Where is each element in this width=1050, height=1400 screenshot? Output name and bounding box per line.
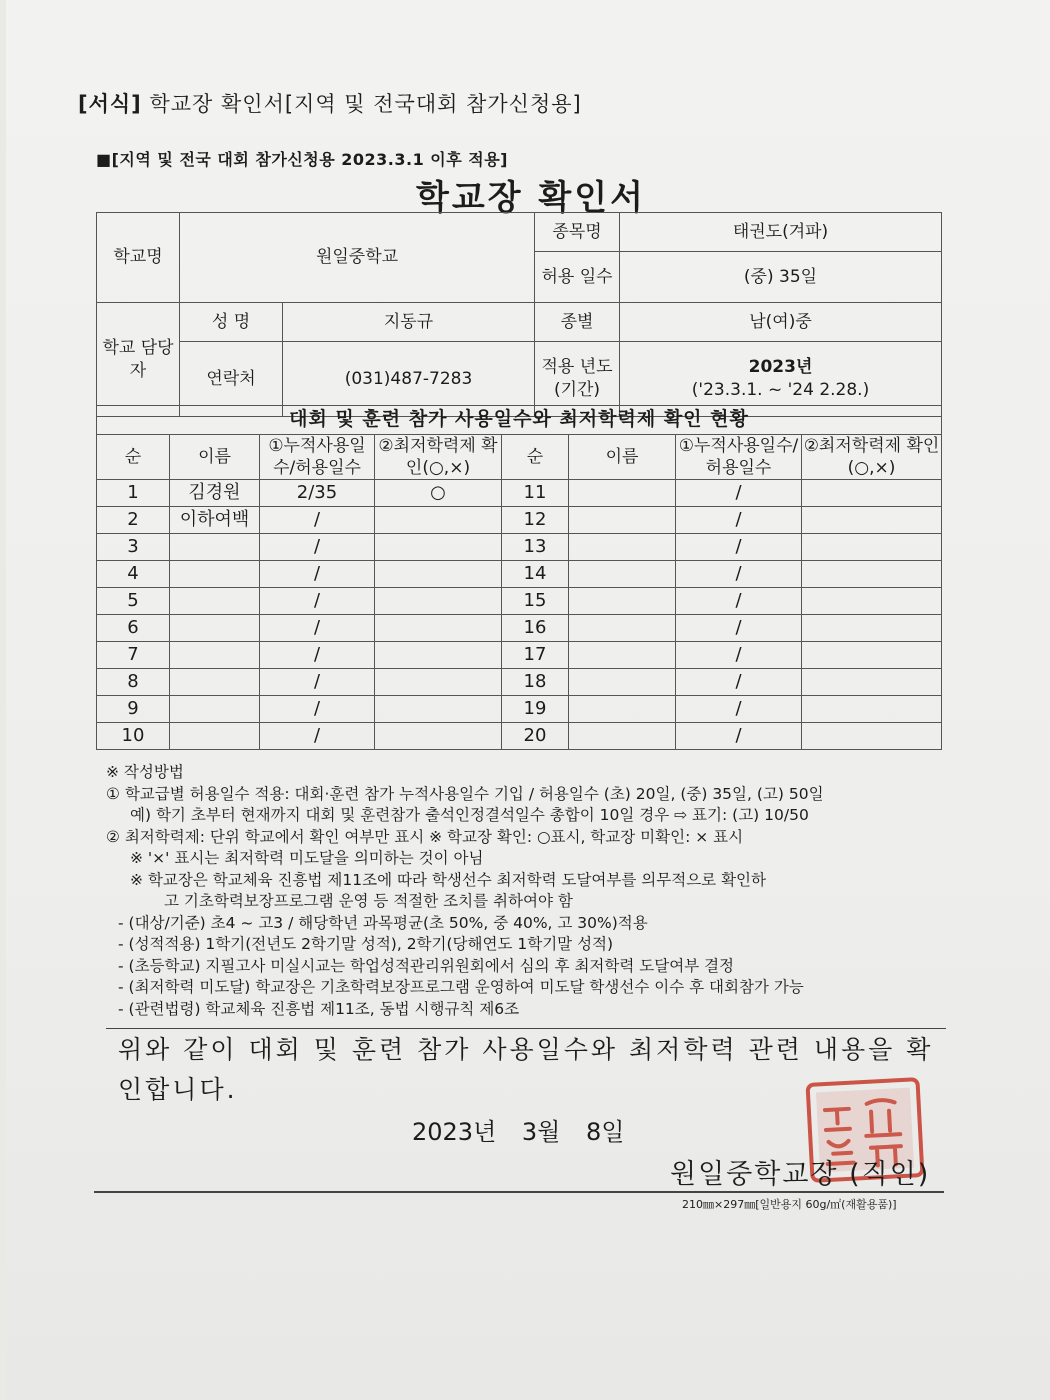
notes-heading: ※ 작성방법 xyxy=(106,763,184,781)
sport-label: 종목명 xyxy=(535,213,620,252)
col-days: ①누적사용일수/허용일수 xyxy=(260,435,375,480)
name-value: 지동규 xyxy=(283,303,535,342)
note-2a: ※ '×' 표시는 최저학력 미도달을 의미하는 것이 아님 xyxy=(130,849,484,867)
row-days: / xyxy=(260,534,375,561)
row-days: / xyxy=(676,480,802,507)
instructions xyxy=(106,762,824,1020)
note-2b-line1: ※ 학교장은 학교체육 진흥법 제11조에 따라 학생선수 최저학력 도달여부를 의무적으로 확인하 xyxy=(130,870,766,889)
principal-signature: 원일중학교장 (직인) xyxy=(670,1159,931,1190)
document-page xyxy=(6,0,1050,1400)
period-year: 2023년 xyxy=(748,357,813,378)
row-min xyxy=(802,561,942,588)
row-min xyxy=(802,507,942,534)
row-no: 3 xyxy=(97,534,170,561)
row-min xyxy=(375,669,502,696)
row-no: 16 xyxy=(502,615,569,642)
allowed-days-label: 허용 일수 xyxy=(535,252,620,303)
confirmation-text: 위와 같이 대회 및 훈련 참가 사용일수와 최저학력 관련 내용을 확인합니다. xyxy=(118,1035,934,1104)
col-name: 이름 xyxy=(569,435,676,480)
col-min: ②최저학력제 확인(○,×) xyxy=(802,435,942,480)
divider xyxy=(106,1028,946,1029)
form-label: [서식] 학교장 확인서[지역 및 전국대회 참가신청용] xyxy=(78,92,582,116)
row-no: 7 xyxy=(97,642,170,669)
row-no: 20 xyxy=(502,723,569,750)
row-min xyxy=(375,534,502,561)
row-name xyxy=(170,534,260,561)
document-title: 학교장 확인서 xyxy=(416,178,646,218)
table-row xyxy=(97,615,942,642)
row-name: 김경원 xyxy=(170,480,260,507)
table-row xyxy=(97,480,942,507)
row-no: 8 xyxy=(97,669,170,696)
row-name xyxy=(569,561,676,588)
row-name xyxy=(170,642,260,669)
row-no: 15 xyxy=(502,588,569,615)
table-row xyxy=(97,669,942,696)
issue-date: 2023년 3월 8일 xyxy=(412,1118,625,1146)
row-days: / xyxy=(676,534,802,561)
row-name xyxy=(569,480,676,507)
school-name-label: 학교명 xyxy=(97,213,180,303)
row-no: 13 xyxy=(502,534,569,561)
row-days: / xyxy=(676,669,802,696)
row-no: 6 xyxy=(97,615,170,642)
row-days: / xyxy=(676,696,802,723)
row-days: / xyxy=(676,588,802,615)
row-name xyxy=(569,642,676,669)
sport-value: 태권도(겨파) xyxy=(620,213,942,252)
col-min: ②최저학력제 확인(○,×) xyxy=(375,435,502,480)
row-days: / xyxy=(260,615,375,642)
table-row xyxy=(97,642,942,669)
row-name xyxy=(569,615,676,642)
row-no: 18 xyxy=(502,669,569,696)
row-days: / xyxy=(676,561,802,588)
table-row xyxy=(97,696,942,723)
section-title: 대회 및 훈련 참가 사용일수와 최저학력제 확인 현황 xyxy=(97,406,942,435)
school-info-table xyxy=(96,212,942,417)
school-name-value: 원일중학교 xyxy=(180,213,535,303)
row-min xyxy=(802,669,942,696)
note-2b-line2: 고 기초학력보장프로그램 운영 등 적절한 조치를 취하여야 함 xyxy=(164,892,573,910)
row-days: / xyxy=(676,642,802,669)
bottom-rule xyxy=(94,1191,944,1193)
row-name xyxy=(569,534,676,561)
table-row xyxy=(97,561,942,588)
row-name xyxy=(569,588,676,615)
row-days: / xyxy=(260,642,375,669)
row-name xyxy=(569,669,676,696)
participation-status-table xyxy=(96,405,942,750)
row-min xyxy=(802,642,942,669)
row-no: 4 xyxy=(97,561,170,588)
row-no: 2 xyxy=(97,507,170,534)
note-grades: - (성적적용) 1학기(전년도 2학기말 성적), 2학기(당해연도 1학기말 성적) xyxy=(118,935,614,953)
row-min xyxy=(375,507,502,534)
form-subtitle: ■[지역 및 전국 대회 참가신청용 2023.3.1 이후 적용] xyxy=(96,150,508,169)
note-1-example: 예) 학기 초부터 현재까지 대회 및 훈련참가 출석인정결석일수 총합이 10일 경우 ⇨ 표기: (고) 10/50 xyxy=(130,806,809,824)
col-days: ①누적사용일수/허용일수 xyxy=(676,435,802,480)
row-name: 이하여백 xyxy=(170,507,260,534)
row-days: / xyxy=(260,696,375,723)
allowed-days-value: (중) 35일 xyxy=(620,252,942,303)
row-days: 2/35 xyxy=(260,480,375,507)
gender-value: 남(여)중 xyxy=(620,303,942,342)
name-label: 성 명 xyxy=(180,303,283,342)
row-days: / xyxy=(260,561,375,588)
period-range: ('23.3.1. ~ '24 2.28.) xyxy=(691,380,870,400)
note-target: - (대상/기준) 초4 ~ 고3 / 해당학년 과목평균(초 50%, 중 40%, 고 30%)적용 xyxy=(118,913,648,932)
row-no: 11 xyxy=(502,480,569,507)
table-row xyxy=(97,723,942,750)
note-1: ① 학교급별 허용일수 적용: 대회·훈련 참가 누적사용일수 기입 / 허용일수 (초) 20일, (중) 35일, (고) 50일 xyxy=(106,784,824,803)
row-min xyxy=(375,723,502,750)
row-no: 5 xyxy=(97,588,170,615)
row-min xyxy=(375,696,502,723)
row-name xyxy=(170,723,260,750)
row-name xyxy=(170,561,260,588)
row-name xyxy=(569,696,676,723)
row-days: / xyxy=(260,507,375,534)
row-min xyxy=(802,696,942,723)
row-no: 12 xyxy=(502,507,569,534)
table-row xyxy=(97,507,942,534)
contact-label: 연락처 xyxy=(180,342,283,417)
row-days: / xyxy=(676,615,802,642)
col-no: 순 xyxy=(502,435,569,480)
note-2: ② 최저학력제: 단위 학교에서 확인 여부만 표시 ※ 학교장 확인: ○표시, 학교장 미확인: × 표시 xyxy=(106,827,744,846)
note-elementary: - (초등학교) 지필고사 미실시교는 학업성적관리위원회에서 심의 후 최저학력 도달여부 결정 xyxy=(118,956,735,975)
row-days: / xyxy=(676,723,802,750)
table-row xyxy=(97,534,942,561)
gender-label: 종별 xyxy=(535,303,620,342)
contact-value: (031)487-7283 xyxy=(283,342,535,417)
row-no: 1 xyxy=(97,480,170,507)
row-min xyxy=(375,615,502,642)
row-days: / xyxy=(260,588,375,615)
col-no: 순 xyxy=(97,435,170,480)
table-row xyxy=(97,588,942,615)
note-below-min: - (최저학력 미도달) 학교장은 기초학력보장프로그램 운영하여 미도달 학생선수 이수 후 대회참가 가능 xyxy=(118,978,804,996)
row-name xyxy=(569,723,676,750)
row-min xyxy=(375,642,502,669)
row-min: ○ xyxy=(375,480,502,507)
row-name xyxy=(170,696,260,723)
row-min xyxy=(802,534,942,561)
row-no: 17 xyxy=(502,642,569,669)
row-no: 9 xyxy=(97,696,170,723)
row-no: 19 xyxy=(502,696,569,723)
row-name xyxy=(170,588,260,615)
row-name xyxy=(170,669,260,696)
row-name xyxy=(569,507,676,534)
row-min xyxy=(802,615,942,642)
row-days: / xyxy=(676,507,802,534)
row-min xyxy=(375,561,502,588)
row-name xyxy=(170,615,260,642)
manager-label: 학교 담당자 xyxy=(97,303,180,417)
row-days: / xyxy=(260,723,375,750)
row-min xyxy=(802,723,942,750)
paper-spec: 210㎜×297㎜[일반용지 60g/㎡(재활용품)] xyxy=(682,1198,897,1211)
period-label: 적용 년도 (기간) xyxy=(535,342,620,417)
row-min xyxy=(802,588,942,615)
row-no: 14 xyxy=(502,561,569,588)
row-days: / xyxy=(260,669,375,696)
row-no: 10 xyxy=(97,723,170,750)
row-min xyxy=(802,480,942,507)
note-laws: - (관련법령) 학교체육 진흥법 제11조, 동법 시행규칙 제6조 xyxy=(118,999,520,1018)
row-min xyxy=(375,588,502,615)
col-name: 이름 xyxy=(170,435,260,480)
